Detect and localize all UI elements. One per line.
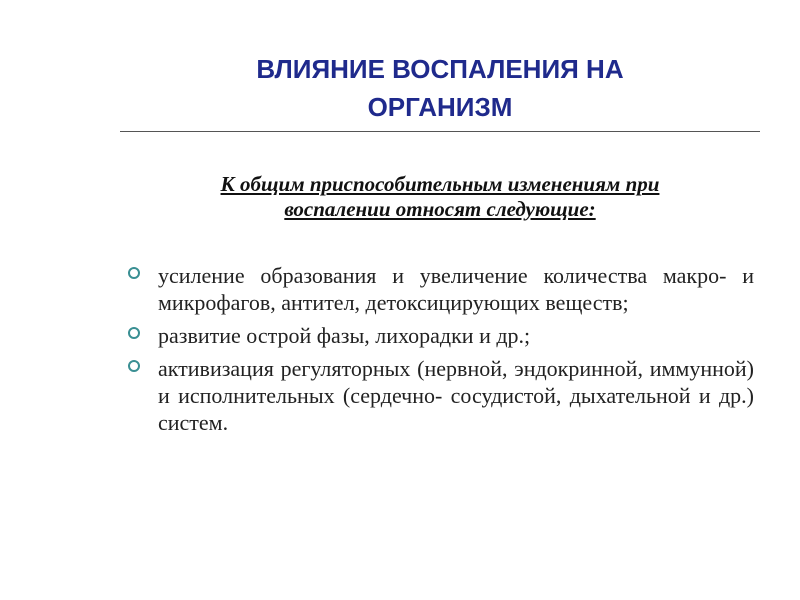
title-divider <box>120 131 760 132</box>
hollow-circle-bullet-icon <box>128 267 140 279</box>
slide-subtitle-line-1: К общим приспособительным изменениям при <box>220 172 660 196</box>
bullet-list <box>128 262 754 442</box>
slide-subtitle <box>150 172 730 222</box>
bullet-text: усиление образования и увеличение количества макро- и микрофагов, антител, детоксицирующих веществ; <box>158 263 754 315</box>
hollow-circle-bullet-icon <box>128 360 140 372</box>
bullet-item <box>128 322 754 349</box>
bullet-text: развитие острой фазы, лихорадки и др.; <box>158 323 531 348</box>
bullet-item <box>128 355 754 436</box>
bullet-item <box>128 262 754 316</box>
hollow-circle-bullet-icon <box>128 327 140 339</box>
slide-title-line-2: ОРГАНИЗМ <box>367 92 513 122</box>
slide-subtitle-line-2: воспалении относят следующие: <box>284 197 596 221</box>
bullet-text: активизация регуляторных (нервной, эндокринной, иммунной) и исполнительных (сердечно- сосудистой, дыхательной и др.) систем. <box>158 356 754 435</box>
slide-title-line-1: ВЛИЯНИЕ ВОСПАЛЕНИЯ НА <box>256 54 624 84</box>
slide-title <box>120 50 760 126</box>
